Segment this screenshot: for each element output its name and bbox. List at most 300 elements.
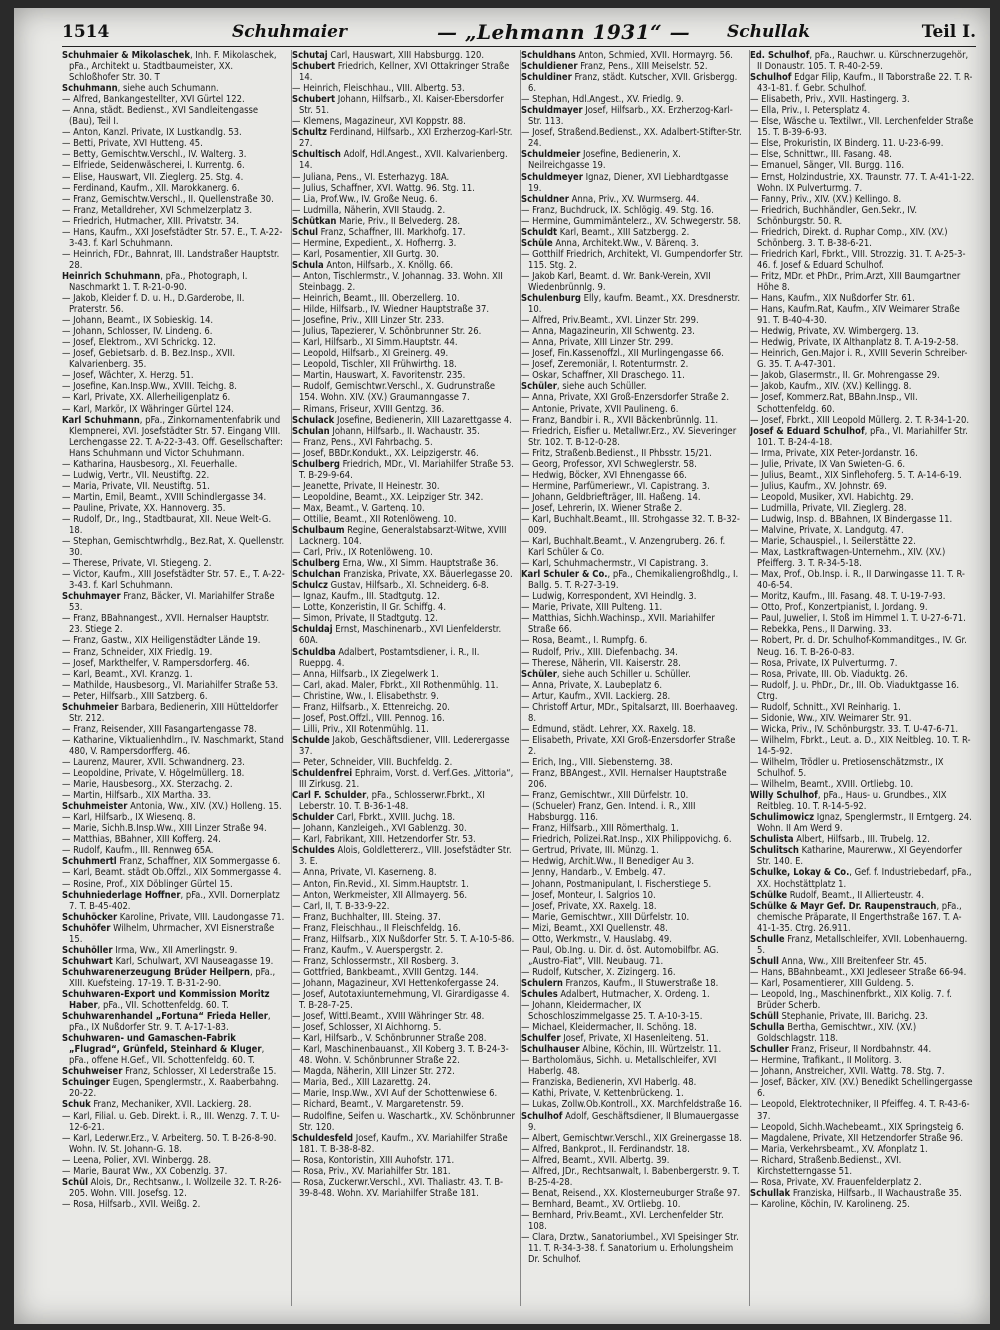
directory-entry bbox=[62, 702, 285, 724]
entry-surname: Schutaj bbox=[292, 50, 328, 61]
entry-surname: Schulfer bbox=[521, 1033, 561, 1045]
directory-entry bbox=[292, 823, 515, 834]
directory-entry bbox=[292, 492, 515, 503]
directory-entry bbox=[292, 404, 515, 415]
entry-details: — Rudolf, Kaufm., III. Rennweg 65A. bbox=[62, 845, 214, 857]
entry-details: — Rosa, Beamt., I. Rumpfg. 6. bbox=[521, 635, 648, 647]
entry-details: — Lia, Prof.Ww., IV. Große Neug. 6. bbox=[292, 193, 438, 205]
entry-details: — Josef, Wittl.Beamt., XVIII Währinger Str. 48. bbox=[292, 1011, 485, 1023]
directory-entry bbox=[750, 845, 975, 867]
entry-details: — Lukas, Zollw.Ob.Kontroll., XX. Marchfeldstraße 16. bbox=[521, 1099, 743, 1111]
directory-entry bbox=[521, 1000, 744, 1022]
directory-entry bbox=[62, 823, 285, 834]
entry-details: , pFa., VI. Mariahilfer Str. 101. T. B-24-4-18. bbox=[757, 425, 968, 448]
entry-surname: Schüler bbox=[521, 668, 557, 680]
entry-details: Ephraim, Vorst. d. Verf.Ges. „Vittoria“, III Zirkusg. 21. bbox=[299, 768, 514, 791]
directory-entry bbox=[521, 216, 744, 227]
entry-details: — Albert, Gemischtwr.Verschl., XIX Greinergasse 18. bbox=[521, 1132, 742, 1144]
entry-details: — Maria, Bed., XIII Lazarettg. 24. bbox=[292, 1077, 431, 1089]
entry-details: — Hilde, Hilfsarb., IV. Wiedner Hauptstraße 37. bbox=[292, 304, 490, 316]
entry-details: Adalbert, Hutmacher, X. Ordeng. 1. bbox=[557, 988, 710, 1000]
entry-details: Albine, Köchin, III. Würtzelstr. 11. bbox=[579, 1044, 722, 1056]
entry-surname: Schula bbox=[292, 259, 324, 271]
entry-details: — Irma, Private, XIX Peter-Jordanstr. 16. bbox=[750, 447, 918, 459]
entry-surname: Schuhwarenhandel „Fortuna“ Frieda Heller bbox=[62, 1011, 268, 1023]
directory-entry bbox=[521, 768, 744, 790]
entry-details: — Erich, Ing., VIII. Siebensterng. 38. bbox=[521, 757, 673, 768]
directory-entry bbox=[292, 260, 515, 271]
directory-entry bbox=[62, 680, 285, 691]
directory-entry bbox=[62, 1133, 285, 1155]
directory-entry bbox=[750, 702, 975, 713]
directory-entry bbox=[62, 536, 285, 558]
directory-entry bbox=[521, 205, 744, 216]
directory-entry bbox=[750, 867, 975, 889]
entry-details: Josef, Hilfsarb., XX. Erzherzog-Karl-Str. 113. bbox=[528, 105, 733, 128]
directory-entry bbox=[750, 1066, 975, 1077]
entry-details: — Maria, Private, VII. Neustiftg. 51. bbox=[62, 480, 210, 492]
directory-entry bbox=[62, 1177, 285, 1199]
entry-details: — Marie, Insp.Ww., XVI Auf der Schottenwiese 6. bbox=[292, 1088, 498, 1100]
entry-details: — Hermine, Expedient., X. Hofherrg. 3. bbox=[292, 237, 457, 249]
entry-details: — Karl, Buchhalt.Beamt., III. Strohgasse 32. T. B-32-009. bbox=[521, 513, 740, 537]
entry-surname: Schuhöller bbox=[62, 944, 113, 956]
entry-details: , pFa., Zinkornamentenfabrik und Klempnerei, XVI. Josefstädter Str. 57. Eingang VIII. Lerchengasse 22. T. A-22-3-43. Off. Gesellschafter: Hans Schuhmann und Victor Schuhmann. bbox=[69, 414, 283, 459]
entry-details: — Johann, Beamt., IX Sobieskig. 14. bbox=[62, 315, 214, 327]
entry-details: — Lotte, Konzeristin, II Gr. Schiffg. 4. bbox=[292, 602, 447, 614]
directory-entry bbox=[750, 790, 975, 812]
directory-entry bbox=[750, 1011, 975, 1022]
entry-details: — Oskar, Schaffner, XII Draschego. 11. bbox=[521, 370, 685, 382]
directory-entry bbox=[292, 1022, 515, 1033]
entry-details: — Carl, Priv., IX Rotenlöweng. 10. bbox=[292, 547, 433, 559]
entry-details: — Rosa, Kontoristin, XIII Auhofstr. 171. bbox=[292, 1154, 455, 1166]
entry-surname: Schulan bbox=[292, 425, 330, 437]
directory-entry bbox=[292, 1099, 515, 1110]
entry-details: — Johann, Geldbriefträger, III. Haßeng. 14. bbox=[521, 491, 701, 503]
entry-details: — Ferdinand, Kaufm., XII. Marokkanerg. 6. bbox=[62, 182, 240, 194]
entry-details: — Wilhelm, Fbrkt., Leut. a. D., XIX Neitbleg. 10. T. R-14-5-92. bbox=[750, 734, 971, 757]
directory-entry bbox=[62, 768, 285, 779]
entry-details: — Ludmilla, Private, VII. Zieglerg. 28. bbox=[750, 502, 907, 514]
entry-surname: Schultz bbox=[292, 127, 327, 139]
directory-entry bbox=[62, 105, 285, 127]
entry-details: Anna, Ww., XIII Breitenfeer Str. 45. bbox=[778, 955, 927, 967]
directory-entry bbox=[292, 304, 515, 315]
directory-entry bbox=[521, 72, 744, 94]
directory-entry bbox=[521, 879, 744, 890]
directory-entry bbox=[62, 404, 285, 415]
directory-entry bbox=[521, 1022, 744, 1033]
entry-details: Friedrich, Kellner, XVI Ottakringer Straße 14. bbox=[299, 61, 510, 84]
directory-entry bbox=[750, 989, 975, 1011]
directory-entry bbox=[292, 1044, 515, 1066]
directory-entry bbox=[750, 724, 975, 735]
entry-details: Katharine, Maurerww., XI Geyendorfer Str. 140. E. bbox=[757, 845, 963, 868]
directory-entry bbox=[521, 801, 744, 823]
directory-entry bbox=[521, 691, 744, 702]
entry-surname: Schulchan bbox=[292, 569, 341, 581]
entry-details: Elly, kaufm. Beamt., XX. Dresdnerstr. 10. bbox=[528, 293, 741, 316]
entry-details: — Josef, BBDr.Kondukt., XX. Leipzigerstr. 46. bbox=[292, 447, 479, 459]
directory-entry bbox=[521, 404, 744, 415]
column-4 bbox=[749, 50, 975, 1306]
entry-details: Josefine, Bedienerin, XIII Lazarettgasse 4. bbox=[334, 414, 512, 426]
entry-details: — Karl, Fabrikant, XIII. Hetzendorfer Str. 53. bbox=[292, 834, 476, 846]
directory-entry bbox=[292, 680, 515, 691]
directory-entry bbox=[521, 448, 744, 459]
directory-entry bbox=[750, 105, 975, 116]
entry-surname: Schuhwarenerzeugung Brüder Heilpern bbox=[62, 966, 250, 978]
directory-entry bbox=[521, 856, 744, 867]
entry-details: — Johann, Postmanipulant, I. Fischerstiege 5. bbox=[521, 878, 712, 890]
entry-details: Ferdinand, Hilfsarb., XXI Erzherzog-Karl-Str. 27. bbox=[299, 127, 513, 150]
entry-details: , pFa., offene H.Gef., VII. Schottenfeldg. 60. T. bbox=[69, 1044, 265, 1067]
entry-details: — Heinrich, FDr., Bahnrat, III. Landstraßer Hauptstr. 28. bbox=[62, 248, 280, 271]
entry-details: , Inh. F. Mikolaschek, pFa., Architekt u. Stadtbaumeister, XX. Schloßhofer Str. 30. T bbox=[69, 50, 277, 84]
directory-entry bbox=[750, 426, 975, 448]
directory-entry bbox=[750, 172, 975, 194]
entry-details: — Paul, Ob.Ing. u. Dir. d. öst. Automobilfbr. AG. „Austro-Fiat“, VIII. Neubaug. 71. bbox=[521, 944, 719, 967]
entry-details: — Ernst, Holzindustrie, XX. Traunstr. 77. T. A-41-1-22. Wohn. IX Pulverturmg. 7. bbox=[750, 171, 975, 194]
entry-details: , siehe auch Schiller u. Schüller. bbox=[556, 668, 691, 680]
entry-surname: Schuhwart bbox=[62, 955, 113, 967]
entry-details: — Rimans, Friseur, XVIII Gentzg. 36. bbox=[292, 403, 445, 415]
entry-surname: Schulder bbox=[292, 812, 334, 824]
directory-entry bbox=[750, 459, 975, 470]
entry-surname: Schuldiener bbox=[521, 61, 578, 73]
entry-details: , pFa., XIII. Kuefsteing. 17-19. T. B-31-2-90. bbox=[69, 966, 276, 989]
entry-details: — Fritz, Straßenb.Bedienst., II Phbsstr. 15/21. bbox=[521, 447, 712, 459]
entry-details: — Martin, Emil, Beamt., XVIII Schindlergasse 34. bbox=[62, 491, 267, 503]
entry-details: — Karl, Lederwr.Erz., V. Arbeiterg. 50. T. B-26-8-90. Wohn. IV. St. Johann-G. 18. bbox=[62, 1132, 277, 1155]
directory-entry bbox=[521, 172, 744, 194]
entry-details: , pFa., XVII. Dornerplatz 7. T. B-45-402. bbox=[69, 889, 280, 912]
directory-entry bbox=[62, 801, 285, 812]
directory-entry bbox=[521, 1199, 744, 1210]
directory-entry bbox=[750, 1055, 975, 1066]
entry-details: Carl, Hauswart, XIII Habsburgg. 120. bbox=[327, 50, 485, 61]
directory-entry bbox=[521, 1166, 744, 1188]
entry-details: — Friedrich, Direkt. d. Ruphar Comp., XIV. (XV.) Schönberg. 3. T. B-38-6-21. bbox=[750, 226, 948, 249]
directory-entry bbox=[62, 956, 285, 967]
entry-surname: Josef & Eduard Schulhof bbox=[750, 425, 865, 437]
directory-entry bbox=[62, 381, 285, 392]
directory-entry bbox=[750, 1022, 975, 1044]
entry-details: — Hans, Kaufm., XXI Josefstädter Str. 57. E., T. A-22-3-43. f. Karl Schuhmann. bbox=[62, 226, 283, 249]
entry-surname: Schubert bbox=[292, 94, 336, 106]
directory-entry bbox=[62, 138, 285, 149]
entry-details: Irma, Ww., XII Amerlingstr. 9. bbox=[112, 944, 238, 956]
entry-surname: Schulhof bbox=[521, 1110, 563, 1122]
entry-details: — Karl, Hilfsarb., XI Simm.Hauptstr. 44. bbox=[292, 337, 458, 349]
entry-details: Adolf, Geschäftsdiener, II Blumauergasse 9. bbox=[528, 1110, 739, 1133]
directory-entry bbox=[521, 536, 744, 558]
directory-entry bbox=[521, 702, 744, 724]
directory-entry bbox=[521, 415, 744, 426]
directory-entry bbox=[521, 337, 744, 348]
directory-entry bbox=[292, 315, 515, 326]
entry-surname: Schuldmeier bbox=[521, 149, 581, 161]
directory-entry bbox=[292, 149, 515, 171]
entry-surname: Karl Schuler & Co. bbox=[521, 569, 608, 581]
entry-details: — Hedwig, Private, XV. Wimbergerg. 13. bbox=[750, 326, 919, 338]
directory-entry bbox=[521, 392, 744, 403]
directory-entry bbox=[292, 337, 515, 348]
entry-details: — (Schueler) Franz, Gen. Intend. i. R., XIII Habsburgg. 116. bbox=[521, 801, 696, 824]
entry-details: — Clara, Drztw., Sanatoriumbel., XVI Speisinger Str. 11. T. R-34-3-38. f. Sanatorium u. Erholungsheim Dr. Schulhof. bbox=[521, 1232, 739, 1266]
directory-entry bbox=[62, 558, 285, 569]
entry-surname: Schüle bbox=[521, 237, 553, 249]
directory-entry bbox=[750, 901, 975, 934]
entry-surname: Schuhniederlage Hoffner bbox=[62, 889, 181, 901]
directory-entry bbox=[750, 1144, 975, 1155]
entry-details: — Hermine, Parfümeriewr., VI. Capistrang. 3. bbox=[521, 480, 710, 492]
directory-entry bbox=[750, 602, 975, 613]
directory-entry bbox=[750, 735, 975, 757]
entry-surname: Carl F. Schulder bbox=[292, 790, 367, 802]
directory-entry bbox=[62, 613, 285, 635]
directory-entry bbox=[292, 713, 515, 724]
directory-entry bbox=[750, 1044, 975, 1055]
page-header bbox=[62, 20, 976, 46]
entry-details: — Josefine, Kan.Insp.Ww., XVIII. Teichg. 8. bbox=[62, 381, 237, 393]
entry-details: Antonia, Ww., XIV. (XV.) Holleng. 15. bbox=[127, 801, 282, 813]
entry-details: — Magdalene, Private, XII Hetzendorfer Straße 96. bbox=[750, 1132, 964, 1144]
entry-details: — Josef, Fbrkt., XIII Leopold Müllerg. 2. T. R-34-1-20. bbox=[750, 414, 969, 426]
directory-entry bbox=[521, 867, 744, 878]
directory-entry bbox=[292, 580, 515, 591]
entry-details: — Otto, Werkmstr., V. Hauslabg. 49. bbox=[521, 933, 672, 945]
entry-details: Franz, Schlosser, XI Lederstraße 15. bbox=[122, 1066, 277, 1078]
entry-details: Josef, Kaufm., XV. Mariahilfer Straße 181. T. B-38-8-82. bbox=[299, 1132, 508, 1155]
entry-details: Anna, Priv., XV. Wurmserg. 44. bbox=[568, 193, 700, 205]
directory-entry bbox=[62, 50, 285, 83]
directory-entry bbox=[62, 94, 285, 105]
entry-details: — Hedwig, Archit.Ww., II Benediger Au 3. bbox=[521, 856, 695, 868]
directory-entry bbox=[750, 812, 975, 834]
directory-entry bbox=[521, 1033, 744, 1044]
directory-entry bbox=[62, 691, 285, 702]
directory-entry bbox=[521, 348, 744, 359]
entry-surname: Schulhof bbox=[750, 72, 792, 84]
entry-surname: Ed. Schulhof bbox=[750, 50, 810, 61]
entry-details: — Moritz, Kaufm., III. Fasang. 48. T. U-19-7-93. bbox=[750, 591, 946, 603]
entry-details: — Franz, Gemischtw.Verschl., II. Quellenstraße 30. bbox=[62, 193, 274, 205]
entry-details: — Lilli, Priv., XII Rotenmühlg. 11. bbox=[292, 723, 429, 735]
directory-entry bbox=[750, 1099, 975, 1121]
entry-details: — Kathi, Private, V. Kettenbrückeng. 1. bbox=[521, 1088, 684, 1100]
entry-details: — Leopold, Hilfsarb., XI Greinerg. 49. bbox=[292, 348, 449, 360]
entry-details: — Julius, Beamt., XIX Sinflehoferg. 5. T. A-14-6-19. bbox=[750, 469, 962, 481]
entry-surname: Schülke bbox=[750, 889, 788, 901]
entry-surname: Schülke & Mayr Gef. Dr. Raupenstrauch bbox=[750, 900, 937, 912]
entry-details: — Johann, Magazineur, XVI Hettenkofergasse 24. bbox=[292, 977, 499, 989]
directory-entry bbox=[292, 1133, 515, 1155]
directory-entry bbox=[292, 205, 515, 216]
entry-details: — Elfriede, Seidenwäscherei, I. Kurrentg. 6. bbox=[62, 160, 245, 172]
directory-entry bbox=[62, 1166, 285, 1177]
entry-details: Stephanie, Private, III. Barichg. 23. bbox=[778, 1011, 928, 1023]
entry-details: — Karl, Maschinenbauanst., XII Koberg 3. T. B-24-3-48. Wohn. V. Schönbrunner Straße 22. bbox=[292, 1044, 509, 1067]
entry-details: Alois, Dr., Rechtsanw., I. Wollzeile 32. T. R-26-205. Wohn. VIII. Josefsg. 12. bbox=[69, 1176, 282, 1199]
directory-entry bbox=[292, 923, 515, 934]
entry-details: — Gottfried, Bankbeamt., XVIII Gentzg. 144. bbox=[292, 966, 479, 978]
directory-entry bbox=[292, 790, 515, 812]
directory-entry bbox=[292, 481, 515, 492]
column-1 bbox=[62, 50, 285, 1306]
entry-details: , siehe auch Schumann. bbox=[117, 83, 219, 95]
directory-entry bbox=[292, 216, 515, 227]
entry-surname: Schulla bbox=[750, 1022, 785, 1034]
entry-details: — Franz, Kaufm., V. Auerspergstr. 2. bbox=[292, 944, 444, 956]
page-number: 1514 bbox=[62, 22, 110, 42]
directory-entry bbox=[521, 934, 744, 945]
directory-entry bbox=[521, 1155, 744, 1166]
entry-surname: Schulde bbox=[292, 734, 330, 746]
directory-entry bbox=[62, 315, 285, 326]
entry-details: Marie, Priv., II Belvederg. 28. bbox=[336, 215, 461, 227]
entry-details: Franz, städt. Kutscher, XVII. Grisbergg. 6. bbox=[528, 72, 738, 95]
entry-details: — Josef, Bäcker, XIV. (XV.) Benedikt Schellingergasse 6. bbox=[750, 1077, 973, 1100]
entry-surname: Schuk bbox=[62, 1099, 91, 1111]
entry-details: — Max, Beamt., V. Gartenq. 10. bbox=[292, 502, 425, 514]
entry-details: Johann, Hilfsarb., XI. Kaiser-Ebersdorfer Str. 51. bbox=[299, 94, 504, 117]
entry-details: , pFa., IX Nußdorfer Str. 9. T. A-17-1-83. bbox=[69, 1011, 271, 1034]
entry-details: — Karl, Schuhmachermstr., VI Capistrang. 3. bbox=[521, 558, 709, 570]
directory-entry bbox=[62, 591, 285, 613]
directory-entry bbox=[292, 569, 515, 580]
directory-entry bbox=[62, 834, 285, 845]
directory-entry bbox=[521, 293, 744, 315]
entry-details: — Anton, Tischlermstr., V. Johannag. 33. Wohn. XII Steinbagg. 2. bbox=[292, 270, 503, 293]
directory-entry bbox=[750, 337, 975, 348]
directory-entry bbox=[62, 1155, 285, 1166]
directory-entry bbox=[292, 293, 515, 304]
directory-entry bbox=[292, 459, 515, 481]
entry-details: — Ottilie, Beamt., XII Rotenlöweng. 10. bbox=[292, 513, 457, 525]
entry-details: Franziska, Private, XX. Bäuerlegasse 20. bbox=[340, 569, 513, 581]
directory-entry bbox=[750, 492, 975, 503]
entry-details: — Heinrich, Fleischhau., VIII. Albertg. 53. bbox=[292, 83, 465, 95]
directory-entry bbox=[292, 702, 515, 713]
entry-details: Carl, Fbrkt., XVIII. Juchg. 18. bbox=[333, 812, 455, 824]
entry-surname: Schuhmertl bbox=[62, 856, 117, 868]
directory-entry bbox=[292, 83, 515, 94]
entry-details: — Paul, Juwelier, I. Stoß im Himmel 1. T. U-27-6-71. bbox=[750, 613, 966, 625]
entry-details: — Josef, Monteur, I. Salgrios 10. bbox=[521, 889, 656, 901]
directory-entry bbox=[62, 569, 285, 591]
directory-entry bbox=[521, 834, 744, 845]
directory-entry bbox=[521, 978, 744, 989]
entry-details: — Pauline, Private, XX. Hannoverg. 35. bbox=[62, 502, 226, 514]
directory-entry bbox=[292, 1166, 515, 1177]
entry-details: Karl, Beamt., XIII Satzbergg. 2. bbox=[557, 226, 690, 238]
directory-entry bbox=[292, 448, 515, 459]
directory-entry bbox=[750, 713, 975, 724]
entry-details: — Rudolf, Priv., XIII. Diefenbachg. 34. bbox=[521, 646, 678, 658]
entry-details: , siehe auch Schüller. bbox=[556, 381, 647, 393]
entry-details: — Josef, Post.Offzl., VIII. Pennog. 16. bbox=[292, 712, 445, 724]
entry-details: — Leopold, Tischler, XII Frühwirthg. 18. bbox=[292, 359, 457, 371]
directory-entry bbox=[292, 1077, 515, 1088]
entry-details: — Martin, Hilfsarb., XIX Martha. 33. bbox=[62, 790, 212, 802]
directory-entry bbox=[521, 989, 744, 1000]
entry-details: — Leopold, Elektrotechniker, II Pfeiffeg. 4. T. R-43-6-37. bbox=[750, 1099, 970, 1122]
entry-details: , Gef. f. Industriebedarf, pFa., XX. Hochstättplatz 1. bbox=[757, 867, 972, 890]
entry-details: — Else, Wäsche u. Textilwr., VII. Lerchenfelder Straße 15. T. B-39-6-93. bbox=[750, 116, 974, 139]
entry-details: Friedrich, MDr., VI. Mariahilfer Straße 53. T. B-29-9-64. bbox=[299, 458, 514, 481]
entry-details: — Rudolf, J. u. PhDr., Dr., III. Ob. Viaduktgasse 16. Ctrg. bbox=[750, 679, 960, 702]
entry-details: — Julius, Kaufm., XV. Johnstr. 69. bbox=[750, 480, 887, 492]
directory-entry bbox=[292, 1066, 515, 1077]
entry-details: — Peter, Schneider, VIII. Buchfeldg. 2. bbox=[292, 757, 453, 768]
directory-entry bbox=[292, 669, 515, 680]
directory-entry bbox=[750, 591, 975, 602]
entry-details: — Alfred, Bankprot., II. Ferdinandstr. 18. bbox=[521, 1143, 690, 1155]
entry-details: — Fanny, Priv., XIV. (XV.) Kellingo. 8. bbox=[750, 193, 902, 205]
directory-entry bbox=[292, 348, 515, 359]
entry-details: — Josef, Wächter, X. Herzg. 51. bbox=[62, 370, 194, 382]
entry-details: — Leopoldine, Beamt., XX. Leipziger Str. 342. bbox=[292, 491, 484, 503]
directory-entry bbox=[292, 547, 515, 558]
directory-entry bbox=[292, 525, 515, 547]
entry-surname: Schuldmeyer bbox=[521, 171, 583, 183]
entry-details: — Johann, Anstreicher, XVII. Wattg. 78. Stg. 7. bbox=[750, 1066, 945, 1078]
directory-entry bbox=[292, 724, 515, 735]
entry-details: Franz, Friseur, II Nordbahnstr. 44. bbox=[788, 1044, 932, 1056]
entry-details: — Alfred, Beamt., XVII. Albertg. 39. bbox=[521, 1154, 670, 1166]
directory-entry bbox=[62, 172, 285, 183]
directory-entry bbox=[62, 879, 285, 890]
directory-entry bbox=[521, 923, 744, 934]
directory-entry bbox=[750, 890, 975, 901]
directory-entry bbox=[750, 1122, 975, 1133]
entry-details: — Therese, Private, VI. Stiegeng. 2. bbox=[62, 558, 212, 570]
entry-details: , pFa., Schlosserwr.Fbrkt., XI Leberstr. 10. T. B-36-1-48. bbox=[299, 790, 485, 813]
entry-details: Erna, Ww., XI Simm. Hauptstraße 36. bbox=[339, 558, 499, 570]
entry-details: — Rosa, Private, III. Ob. Viaduktg. 26. bbox=[750, 668, 908, 680]
directory-entry bbox=[521, 426, 744, 448]
directory-entry bbox=[292, 503, 515, 514]
entry-details: — Franz, Schlossermstr., XII Rosberg. 3. bbox=[292, 955, 459, 967]
directory-entry bbox=[521, 602, 744, 613]
directory-entry bbox=[521, 1144, 744, 1155]
entry-details: — Anna, Private, X. Laubeplatz 6. bbox=[521, 679, 663, 691]
entry-details: — Franz, Metalldreher, XVI Schmelzerplatz 3. bbox=[62, 204, 253, 216]
directory-entry bbox=[750, 525, 975, 536]
entry-details: Anton, Hilfsarb., X. Knöllg. 66. bbox=[323, 259, 454, 271]
entry-surname: Schuhöcker bbox=[62, 911, 118, 923]
directory-entry bbox=[750, 326, 975, 337]
directory-entry bbox=[62, 149, 285, 160]
entry-surname: Schuldes bbox=[292, 845, 335, 857]
entry-details: — Carl, akad. Maler, Fbrkt., XII Rothenmühlg. 11. bbox=[292, 679, 499, 691]
entry-surname: Schüll bbox=[750, 1011, 779, 1023]
directory-entry bbox=[750, 138, 975, 149]
directory-entry bbox=[521, 1077, 744, 1088]
running-title: — „Lehmann 1931“ — bbox=[437, 20, 691, 44]
entry-surname: Schuhwaren-Export und Kommission Moritz Haber bbox=[62, 988, 270, 1012]
entry-details: — Katharina, Hausbesorg., XI. Feuerhalle. bbox=[62, 458, 238, 470]
directory-entry bbox=[292, 989, 515, 1011]
entry-details: Adalbert, Postamtsdiener, i. R., II. Rueppg. 4. bbox=[299, 646, 480, 669]
entry-details: — Franz, Buchdruck, IX. Schlögig. 49. Stg. 16. bbox=[521, 204, 714, 216]
entry-details: Bertha, Gemischtwr., XIV. (XV.) Goldschlagstr. 118. bbox=[757, 1022, 917, 1045]
directory-entry bbox=[750, 1077, 975, 1099]
directory-entry bbox=[292, 602, 515, 613]
header-rule bbox=[62, 46, 976, 47]
